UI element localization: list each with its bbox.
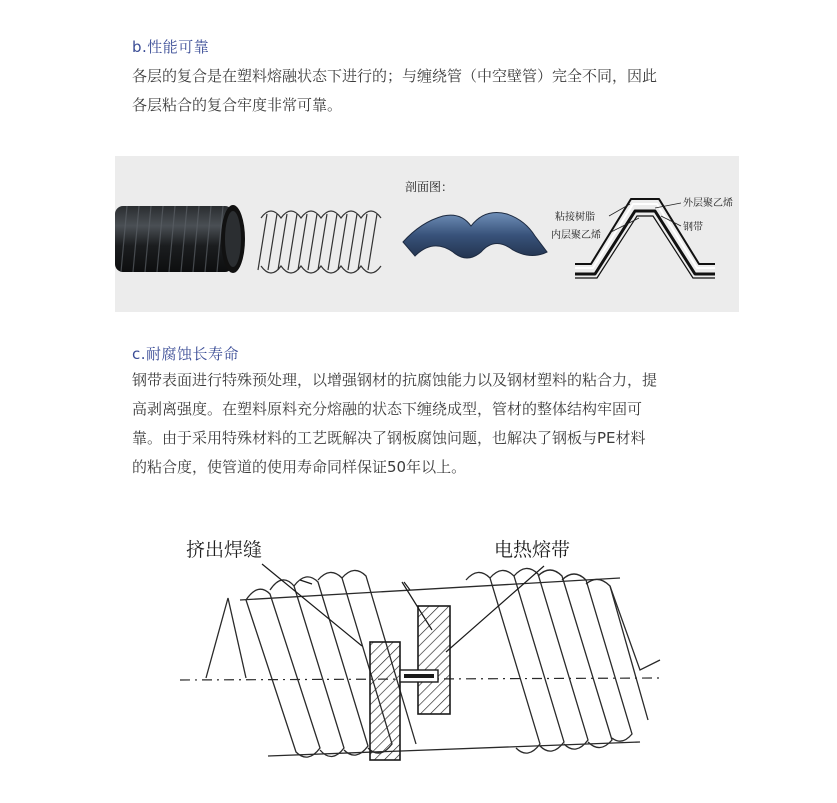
- black-pipe-photo: [115, 205, 245, 273]
- extrusion-weld-label: 挤出焊缝: [186, 539, 263, 561]
- section-b-heading: b.性能可靠: [132, 38, 210, 56]
- coil-bands: [246, 568, 660, 757]
- pipe-figure-strip: [115, 156, 739, 312]
- cross-section-title: 剖面图：: [405, 180, 454, 194]
- section-c-line-4: 的粘合度，使管道的使用寿命同样保证50年以上。: [132, 458, 467, 476]
- weld-diagram-graphic: [0, 520, 837, 799]
- section-c-line-2: 高剥离强度。在塑料原料充分熔融的状态下缠绕成型，管材的整体结构牢固可: [132, 400, 643, 418]
- section-c-heading: c.耐腐蚀长寿命: [132, 345, 240, 363]
- bonding-resin-label: 粘接树脂: [555, 212, 595, 223]
- section-b-line-2: 各层粘合的复合牢度非常可靠。: [132, 96, 343, 114]
- section-c-line-3: 靠。由于采用特殊材料的工艺既解决了钢板腐蚀问题，也解决了钢板与PE材料: [132, 429, 646, 447]
- steel-band-photo: [403, 213, 547, 259]
- left-hatched-block: [370, 642, 400, 760]
- spiral-pipe-sketch: [258, 211, 381, 273]
- outer-pe-label: 外层聚乙烯: [683, 198, 733, 209]
- extrusion-weld-seam: [404, 674, 434, 678]
- weld-diagram: [0, 520, 837, 799]
- section-b-line-1: 各层的复合是在塑料熔融状态下进行的；与缠绕管（中空壁管）完全不同，因此: [132, 67, 658, 85]
- electrofusion-band-label: 电热熔带: [494, 539, 571, 561]
- inner-pe-label: 内层聚乙烯: [551, 230, 601, 241]
- section-c-line-1: 钢带表面进行特殊预处理，以增强钢材的抗腐蚀能力以及钢材塑料的粘合力，提: [132, 371, 658, 389]
- right-hatched-block: [418, 606, 450, 714]
- section-b-paragraph: [132, 62, 732, 120]
- electrofusion-leader: [446, 566, 544, 652]
- steel-strip-label: 钢带: [683, 222, 703, 233]
- section-c-paragraph: [132, 366, 732, 482]
